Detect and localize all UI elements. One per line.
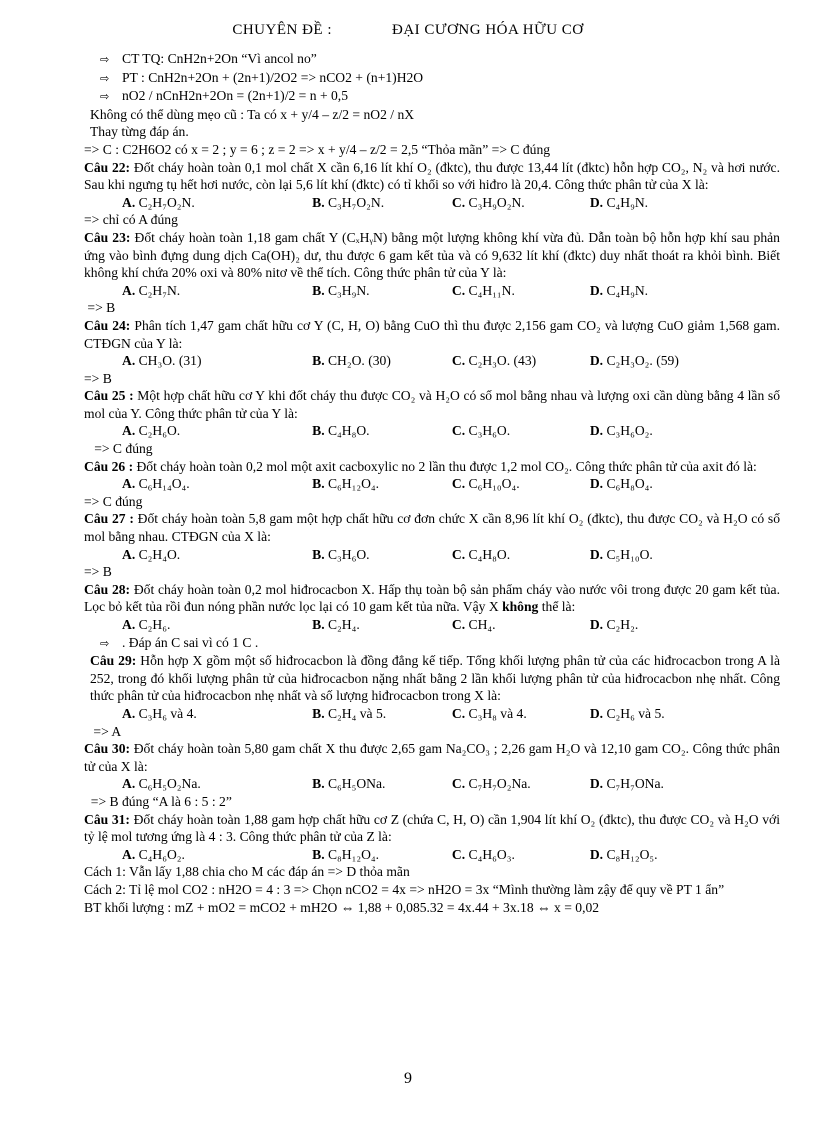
question-text: Câu 27 : Đốt cháy hoàn toàn 5,8 gam một hợp chất hữu cơ đơn chức X cần 8,96 lít khí O₂ (đktc), thu được CO₂ và H₂O có số mol bằng nhau. CTĐGN của X là:: [84, 511, 781, 545]
question-block: [84, 159, 780, 229]
question-block: [84, 581, 780, 652]
intro-note: => C : C2H6O2 có x = 2 ; y = 6 ; z = 2 => x + y/4 – z/2 = 2,5 “Thỏa mãn” => C đúng: [84, 141, 551, 157]
answer-option: A. C₂H₄O.: [122, 546, 181, 562]
answer-option: B. C₃H₉N.: [312, 282, 370, 298]
answer-option: A. C₂H₆O.: [122, 423, 181, 439]
question-label: Câu 29:: [90, 653, 137, 669]
question-text: Câu 30: Đốt cháy hoàn toàn 5,80 gam chất X thu được 2,65 gam Na₂CO₃ ; 2,26 gam H₂O và 12,10 gam CO₂. Công thức phân tử của X là:: [84, 741, 780, 774]
header-topic-title: ĐẠI CƯƠNG HÓA HỮU CƠ: [392, 22, 584, 38]
question-label: Câu 24:: [84, 317, 131, 333]
solution-line: Cách 1: Vẫn lấy 1,88 chia cho M các đáp án => D thỏa mãn: [84, 864, 410, 880]
answer-option: A. C₂H₇O₂N.: [122, 194, 195, 210]
page-number: 9: [404, 1070, 412, 1087]
arrow-right-outline-icon: ⇨: [100, 636, 110, 650]
answer-option: C. C₂H₃O. (43): [451, 353, 537, 369]
intro-line: ⇨ PT : CnH2n+2On + (2n+1)/2O2 => nCO2 + (n+1)H2O: [84, 69, 780, 88]
answer-option: B. C₃H₇O₂N.: [312, 194, 385, 210]
document-body: [84, 50, 780, 916]
question-text: Câu 25 : Một hợp chất hữu cơ Y khi đốt cháy thu được CO₂ và H₂O có số mol bằng nhau và lượng oxi cần dùng bằng 4 lần số mol của Y. Công thức phân tử của Y là:: [84, 388, 780, 421]
answer-option: D. C₂H₆ và 5.: [589, 705, 665, 721]
answer-options: [90, 705, 780, 723]
question-block: [84, 652, 780, 740]
answer-option: C. C₆H₁₀O₄.: [451, 476, 520, 492]
answer-options: [84, 475, 780, 493]
question-block: [84, 387, 780, 457]
question-label: Câu 28:: [84, 581, 131, 597]
answer-option: B. C₃H₆O.: [312, 546, 370, 562]
answer-options: [84, 616, 780, 634]
answer-option: A. C₂H₇N.: [122, 282, 181, 298]
answer-note: => chỉ có A đúng: [84, 212, 178, 228]
question-label: Câu 23:: [84, 229, 131, 245]
answer-option: A. C₃H₆ và 4.: [122, 705, 197, 721]
question-label: Câu 31:: [84, 811, 130, 827]
solution-block: [84, 863, 780, 916]
question-label: Câu 22:: [84, 159, 131, 175]
question-text: Câu 22: Đốt cháy hoàn toàn 0,1 mol chất X cần 6,16 lít khí O₂ (đktc), thu được 13,44 lít (đktc) hỗn hợp CO₂, N₂ và hơi nước. Sau khi ngưng tụ hết hơi nước, còn lại 5,6 lít khí (đktc) có tỉ khối so với hiđro là 20,4. Công thức phân tử của X là:: [84, 159, 780, 193]
question-block: [84, 317, 780, 387]
question-text: Câu 23: Đốt cháy hoàn toàn 1,18 gam chất Y (CₓHᵧN) bằng một lượng không khí vừa đủ. Dẫn toàn bộ hỗn hợp khí sau phản ứng vào bình đựng dung dịch Ca(OH)₂ dư, thu được 6 gam kết tủa và có 9,632 lít khí (đktc) duy nhất thoát ra khỏi bình. Biết không khí chứa 20% oxi và 80% nitơ về thể tích. Công thức phân tử của Y là:: [84, 229, 780, 281]
answer-option: A. C₆H₅O₂Na.: [122, 776, 201, 792]
answer-options: [84, 775, 780, 793]
question-block: [84, 510, 780, 580]
question-text: Câu 28: Đốt cháy hoàn toàn 0,2 mol hiđrocacbon X. Hấp thụ toàn bộ sản phẩm cháy vào nước vôi trong được 20 gam kết tủa. Lọc bỏ kết tủa rồi đun nóng phần nước lọc lại có 10 gam kết tủa nữa. Vậy X không thể là:: [84, 581, 780, 615]
answer-option: A. C₄H₆O₂.: [122, 846, 185, 862]
answer-option: B. C₆H₁₂O₄.: [312, 476, 380, 492]
answer-option: B. C₄H₈O.: [312, 423, 370, 439]
answer-note: => B: [84, 300, 116, 316]
question-block: [84, 229, 780, 317]
intro-line: ⇨ CT TQ: CnH2n+2On “Vì ancol no”: [84, 50, 780, 69]
question-text: Câu 26 : Đốt cháy hoàn toàn 0,2 mol một axit cacboxylic no 2 lần thu được 1,2 mol CO₂. Công thức phân tử của axit đó là:: [84, 458, 757, 474]
answer-option: C. C₄H₆O₃.: [451, 846, 515, 862]
question-list: [84, 159, 780, 864]
intro-note: Thay từng đáp án.: [90, 124, 189, 140]
answer-option: C. C₄H₈O.: [451, 546, 511, 562]
answer-option: D. C₇H₇ONa.: [589, 776, 664, 792]
answer-option: A. C₆H₁₄O₄.: [122, 476, 190, 492]
answer-option: D. C₅H₁₀O.: [589, 546, 653, 562]
intro-line: ⇨ nO2 / nCnH2n+2On = (2n+1)/2 = n + 0,5: [84, 87, 780, 106]
answer-option: C. C₄H₁₁N.: [451, 282, 515, 298]
answer-option: B. CH₂O. (30): [312, 353, 391, 369]
answer-option: A. CH₃O. (31): [122, 353, 202, 369]
answer-options: [84, 546, 780, 564]
answer-option: D. C₈H₁₂O₅.: [589, 846, 658, 862]
answer-options: [84, 282, 780, 300]
answer-option: D. C₃H₆O₂.: [589, 423, 653, 439]
answer-options: [84, 352, 780, 370]
answer-option: D. C₄H₉N.: [589, 194, 649, 210]
question-block: [84, 740, 780, 810]
answer-option: B. C₈H₁₂O₄.: [312, 846, 380, 862]
question-block: [84, 811, 780, 864]
answer-option: B. C₂H₄.: [312, 617, 360, 632]
answer-note: => A: [90, 723, 122, 739]
question-text: Câu 29: Hỗn hợp X gồm một số hiđrocacbon là đồng đẳng kế tiếp. Tổng khối lượng phân tử của các hiđrocacbon trong A là 252, trong đó khối lượng phân tử của hiđrocacbon nặng nhất bằng 2 lần khối lượng phân tử của hiđrocacbon nhẹ nhất. Công thức phân tử của hiđrocacbon nhẹ nhất và số lượng hiđrocacbon trong X là:: [90, 653, 780, 704]
answer-option: B. C₆H₅ONa.: [312, 776, 386, 792]
arrow-right-outline-icon: ⇨: [100, 90, 110, 104]
answer-note: => B đúng “A là 6 : 5 : 2”: [84, 793, 232, 809]
question-block: [84, 458, 780, 511]
answer-option: C. C₇H₇O₂Na.: [451, 776, 531, 792]
page-header: [0, 22, 816, 39]
answer-option: D. C₂H₃O₂. (59): [589, 353, 679, 369]
question-label: Câu 25 :: [84, 388, 134, 404]
answer-options: [84, 846, 780, 864]
arrow-right-outline-icon: ⇨: [100, 53, 110, 66]
answer-note: => C đúng: [84, 493, 143, 509]
answer-option: D. C₂H₂.: [589, 617, 639, 632]
answer-note: => C đúng: [84, 441, 153, 457]
answer-option: A. C₂H₆.: [122, 617, 171, 632]
solution-line: BT khối lượng : mZ + mO2 = mCO2 + mH2O ⇔ 1,88 + 0,085.32 = 4x.44 + 3x.18 ⇔ x = 0,02: [84, 899, 600, 915]
question-label: Câu 27 :: [84, 511, 134, 527]
answer-options: [84, 194, 780, 212]
answer-option: C. C₃H₆O.: [451, 423, 511, 439]
header-topic-label: CHUYÊN ĐỀ :: [232, 22, 333, 38]
answer-option: C. C₃H₈ và 4.: [451, 705, 527, 721]
answer-option: B. C₂H₄ và 5.: [312, 705, 387, 721]
question-label: Câu 30:: [84, 741, 131, 757]
answer-option: C. C₃H₉O₂N.: [451, 194, 525, 210]
answer-note: ⇨ . Đáp án C sai vì có 1 C .: [84, 634, 780, 653]
answer-options: [84, 422, 780, 440]
solution-line: Cách 2: Tỉ lệ mol CO2 : nH2O = 4 : 3 => Chọn nCO2 = 4x => nH2O = 3x “Mình thường làm zậy để quy về PT 1 ẩn”: [84, 881, 725, 897]
answer-note: => B: [84, 370, 112, 386]
intro-note: Không có thể dùng mẹo cũ : Ta có x + y/4 – z/2 = nO2 / nX: [90, 106, 415, 122]
answer-option: D. C₆H₈O₄.: [589, 476, 653, 492]
question-text: Câu 24: Phân tích 1,47 gam chất hữu cơ Y (C, H, O) bằng CuO thì thu được 2,156 gam CO₂ và lượng CuO giảm 1,568 gam. CTĐGN của Y là:: [84, 317, 780, 351]
arrow-right-outline-icon: ⇨: [100, 71, 110, 85]
question-label: Câu 26 :: [84, 458, 134, 474]
question-text: Câu 31: Đốt cháy hoàn toàn 1,88 gam hợp chất hữu cơ Z (chứa C, H, O) cần 1,904 lít khí O₂ (đktc), thu được CO₂ và H₂O với tỷ lệ mol tương ứng là 4 : 3. Công thức phân tử của Z là:: [84, 811, 781, 845]
answer-option: C. CH₄.: [451, 617, 496, 632]
answer-note: => B: [84, 564, 112, 580]
answer-option: D. C₄H₉N.: [589, 282, 649, 298]
